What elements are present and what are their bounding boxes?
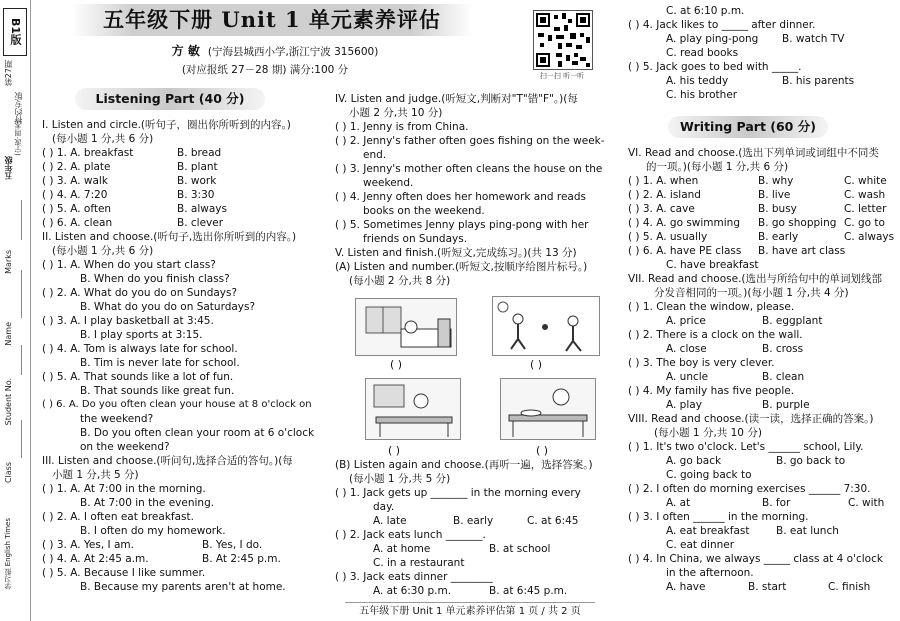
list-item: friends on Sundays.: [363, 233, 468, 245]
list-item: ( ) 1. A. breakfast B. bread: [42, 147, 222, 159]
column-1: [42, 118, 332, 594]
list-item: B. What do you do on Saturdays?: [80, 301, 256, 313]
picture-2: [492, 296, 600, 356]
author-affiliation: (宁海县城西小学,浙江宁波 315600): [207, 46, 379, 58]
list-item: ( ) 3. Jenny's mother often cleans the house on the: [335, 163, 603, 175]
list-item: A. his teddy B. his parents: [666, 75, 855, 87]
list-item: books on the weekend.: [363, 205, 485, 217]
list-item: ( ) 1. A. When do you start class?: [42, 259, 216, 271]
list-item: ( ) 2. A. I often eat breakfast.: [42, 511, 194, 523]
list-item: ( ) 1. Clean the window, please.: [628, 301, 795, 313]
special-sub-label: (宁波·周末): [14, 120, 22, 156]
picture-3: [365, 378, 461, 440]
list-item: ( ) 5. A. usually B. early C. always: [628, 231, 895, 243]
list-item: B. Do you often clean your room at 6 o'clock: [80, 427, 315, 439]
list-item: ( ) 3. I often ______ in the morning.: [628, 511, 809, 523]
list-item: B. Because my parents aren't at home.: [80, 581, 286, 593]
logo-text: 学习报 English Times: [4, 518, 12, 590]
list-item: ( ) 3. A. I play basketball at 3:45.: [42, 315, 214, 327]
list-item: C. going back to: [666, 469, 752, 481]
section-3-note: 小题 1 分,共 5 分): [52, 469, 139, 481]
section-8-title: VIII. Read and choose.(读一读，选择正确的答案。): [628, 413, 874, 425]
list-item: A. go back B. go back to: [666, 455, 846, 467]
name-label: Name: [4, 322, 13, 346]
list-item: ( ) 2. Jack eats lunch _______.: [335, 529, 486, 541]
list-item: ( ) 1. A. At 7:00 in the morning.: [42, 483, 206, 495]
edition-label: 第27期: [4, 60, 13, 87]
marks-line: [21, 200, 22, 240]
list-item: C. have breakfast: [666, 259, 759, 271]
list-item: C. read books: [666, 47, 739, 59]
list-item: ( ) 4. A. go swimming B. go shopping C. go to: [628, 217, 885, 229]
list-item: A. at 6:30 p.m. B. at 6:45 p.m.: [373, 585, 568, 597]
section-7-title: VII. Read and choose.(选出与所给句中的单词划线部: [628, 273, 883, 285]
picture-1: [355, 298, 457, 356]
column-3: [628, 146, 896, 594]
page-footer: 五年级下册 Unit 1 单元素养评估第 1 页 / 共 2 页: [345, 602, 595, 619]
list-item: ( ) 2. I often do morning exercises ______ 7:30.: [628, 483, 871, 495]
list-item: ( ) 4. Jenny often does her homework and reads: [335, 191, 586, 203]
list-item: ( ) 4. A. At 2:45 a.m. B. At 2:45 p.m.: [42, 553, 281, 565]
author-line: [100, 44, 450, 59]
list-item: ( ) 5. A. That sounds like a lot of fun.: [42, 371, 234, 383]
special-label: 特约专版: [14, 92, 23, 124]
section-5a-note: (每小题 2 分,共 8 分): [349, 275, 451, 287]
list-item: ( ) 4. Jack likes to _____ after dinner.: [628, 19, 816, 31]
class-line: [21, 420, 22, 458]
section-5a-title: (A) Listen and number.(听短文,按顺序给图片标号。): [335, 261, 588, 273]
marks-label: Marks: [4, 250, 13, 274]
list-item: ( ) 2. There is a clock on the wall.: [628, 329, 803, 341]
section-5b-title: (B) Listen again and choose.(再听一遍，选择答案。): [335, 459, 593, 471]
list-item: ( ) 3. The boy is very clever.: [628, 357, 775, 369]
column-3-top: [628, 4, 896, 102]
list-item: ( ) 4. In China, we always _____ class at 4 o'clock: [628, 553, 883, 565]
section-5b-note: (每小题 1 分,共 5 分): [349, 473, 451, 485]
list-item: B. I often do my homework.: [80, 525, 226, 537]
list-item: ( ) 2. A. What do you do on Sundays?: [42, 287, 238, 299]
homework-desk-icon: [366, 379, 460, 439]
list-item: ( ) 6. A. Do you often clean your house at 8 o'clock on: [42, 399, 312, 410]
list-item: ( ) 1. A. when B. why C. white: [628, 175, 887, 187]
list-item: ( ) 3. A. Yes, I am. B. Yes, I do.: [42, 539, 263, 551]
list-item: B. At 7:00 in the evening.: [80, 497, 215, 509]
list-item: ( ) 1. Jack gets up _______ in the morning every: [335, 487, 581, 499]
list-item: C. at 6:10 p.m.: [666, 5, 745, 17]
column-2-lower: [335, 458, 605, 598]
section-8-note: (每小题 1 分,共 10 分): [654, 427, 762, 439]
list-item: ( ) 2. A. plate B. plant: [42, 161, 218, 173]
list-item: ( ) 5. A. often B. always: [42, 203, 227, 215]
section-2-note: (每小题 1 分,共 6 分): [52, 245, 154, 257]
section-6-title: VI. Read and choose.(选出下列单词或词组中不同类: [628, 147, 879, 159]
list-item: A. play B. purple: [666, 399, 810, 411]
grade-label: 五年级: [4, 156, 13, 180]
list-item: ( ) 5. Jack goes to bed with _____.: [628, 61, 802, 73]
playing-ball-icon: [493, 297, 599, 355]
list-item: ( ) 4. My family has five people.: [628, 385, 795, 397]
list-item: ( ) 4. A. 7:20 B. 3:30: [42, 189, 215, 201]
list-item: ( ) 5. Sometimes Jenny plays ping-pong with her: [335, 219, 589, 231]
list-item: B. I play sports at 3:15.: [80, 329, 203, 341]
list-item: A. eat breakfast B. eat lunch: [666, 525, 839, 537]
section-4-note: 小题 2 分,共 10 分): [349, 107, 443, 119]
list-item: A. price B. eggplant: [666, 315, 823, 327]
listening-part-heading: Listening Part (40 分): [75, 88, 265, 110]
list-item: C. his brother: [666, 89, 738, 101]
sleeping-boy-icon: [356, 299, 456, 355]
qr-code-icon: [534, 11, 592, 69]
answer-blank-4[interactable]: ( ): [536, 444, 549, 457]
page-title: 五年级下册 Unit 1 单元素养评估: [103, 7, 441, 32]
list-item: ( ) 6. A. have PE class B. have art class: [628, 245, 846, 257]
list-item: end.: [363, 149, 387, 161]
binding-sidebar: [0, 0, 31, 621]
author-name: 方 敏: [171, 44, 200, 58]
list-item: ( ) 1. It's two o'clock. Let's ______ school, Lily.: [628, 441, 864, 453]
list-item: ( ) 1. Jenny is from China.: [335, 121, 469, 133]
class-label: Class: [4, 462, 13, 484]
answer-blank-1[interactable]: ( ): [390, 358, 403, 371]
list-item: ( ) 5. A. Because I like summer.: [42, 567, 206, 579]
list-item: A. at home B. at school: [373, 543, 551, 555]
list-item: A. close B. cross: [666, 343, 804, 355]
list-item: ( ) 6. A. clean B. clever: [42, 217, 224, 229]
list-item: on the weekend?: [80, 441, 170, 453]
list-item: B. Tim is never late for school.: [80, 357, 240, 369]
student-no-line: [21, 345, 22, 375]
edition-badge: B1版: [3, 8, 27, 56]
section-1-title: I. Listen and circle.(听句子，圈出你所听到的内容。): [42, 119, 291, 131]
list-item: ( ) 3. A. cave B. busy C. letter: [628, 203, 887, 215]
picture-4: [500, 378, 596, 440]
student-no-label: Student No.: [4, 378, 13, 426]
qr-code: [533, 10, 593, 70]
section-4-title: IV. Listen and judge.(听短文,判断对"T"错"F"。)(每: [335, 93, 578, 105]
list-item: A. play ping-pong B. watch TV: [666, 33, 845, 45]
answer-blank-3[interactable]: ( ): [388, 444, 401, 457]
section-7-note: 分发音相同的一项。)(每小题 1 分,共 4 分): [654, 287, 849, 299]
section-6-note: 的一项。)(每小题 1 分,共 6 分): [646, 161, 789, 173]
list-item: ( ) 3. Jack eats dinner ________: [335, 571, 493, 583]
column-2: [335, 92, 605, 288]
answer-blank-2[interactable]: ( ): [530, 358, 543, 371]
list-item: ( ) 3. A. walk B. work: [42, 175, 217, 187]
qr-caption: 扫一扫 听一听: [539, 72, 585, 80]
list-item: A. have B. start C. finish: [666, 581, 871, 593]
section-5-title: V. Listen and finish.(听短文,完成练习。)(共 13 分): [335, 247, 577, 259]
list-item: in the afternoon.: [666, 567, 754, 579]
list-item: C. in a restaurant: [373, 557, 465, 569]
subtitle: (对应报纸 27－28 期) 满分:100 分: [181, 64, 349, 76]
list-item: ( ) 4. A. Tom is always late for school.: [42, 343, 238, 355]
name-line: [21, 270, 22, 318]
section-3-title: III. Listen and choose.(听问句,选择合适的答句。)(每: [42, 455, 293, 467]
list-item: A. at B. for C. with: [666, 497, 885, 509]
section-1-note: (每小题 1 分,共 6 分): [52, 133, 154, 145]
list-item: A. late B. early C. at 6:45: [373, 515, 579, 527]
list-item: ( ) 2. A. island B. live C. wash: [628, 189, 886, 201]
list-item: B. When do you finish class?: [80, 273, 230, 285]
list-item: the weekend?: [80, 413, 154, 425]
list-item: ( ) 2. Jenny's father often goes fishing on the week-: [335, 135, 605, 147]
section-2-title: II. Listen and choose.(听句子,选出你所听到的内容。): [42, 231, 297, 243]
list-item: B. That sounds like great fun.: [80, 385, 235, 397]
eating-table-icon: [501, 379, 595, 439]
list-item: weekend.: [363, 177, 414, 189]
list-item: A. uncle B. clean: [666, 371, 805, 383]
list-item: C. eat dinner: [666, 539, 735, 551]
writing-part-heading: Writing Part (60 分): [668, 116, 828, 138]
list-item: day.: [373, 501, 395, 513]
